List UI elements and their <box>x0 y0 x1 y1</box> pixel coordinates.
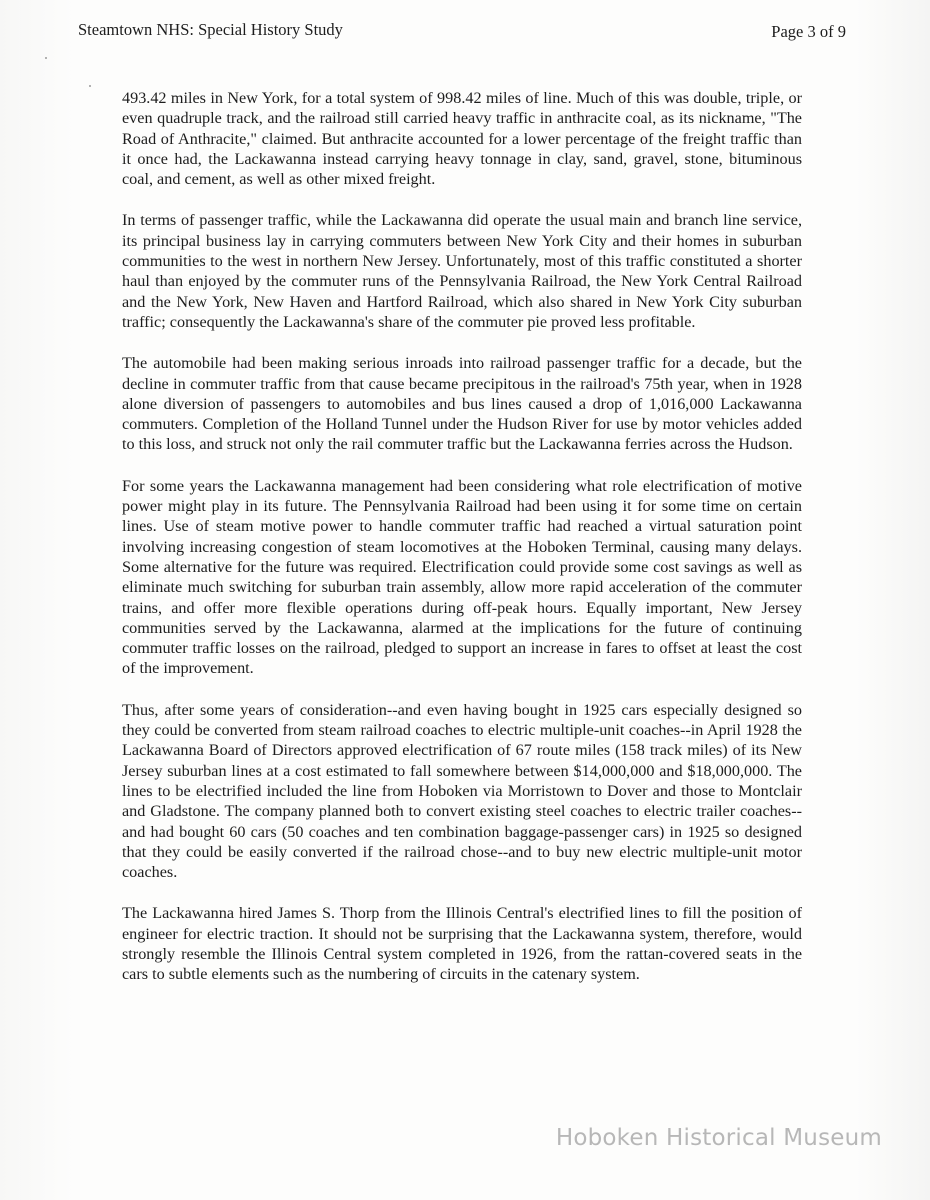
paragraph: Thus, after some years of consideration--and even having bought in 1925 cars especially designed so they could be converted from steam railroad coaches to electric multiple-unit coaches--in April 1928 the Lackawanna Board of Directors approved electrification of 67 route miles (158 track miles) of its New Jersey suburban lines at a cost estimated to fall somewhere between $14,000,000 and $18,000,000. The lines to be electrified included the line from Hoboken via Morristown to Dover and those to Montclair and Gladstone. The company planned both to convert existing steel coaches to electric trailer coaches--and had bought 60 cars (50 coaches and ten combination baggage-passenger cars) in 1925 so designed that they could be easily converted if the railroad chose--and to buy new electric multiple-unit motor coaches. <box>122 700 802 882</box>
scan-speck <box>89 85 91 87</box>
scan-speck <box>45 57 47 59</box>
paragraph: The automobile had been making serious inroads into railroad passenger traffic for a decade, but the decline in commuter traffic from that cause became precipitous in the railroad's 75th year, when in 1928 alone diversion of passengers to automobiles and bus lines caused a drop of 1,016,000 Lackawanna commuters. Completion of the Holland Tunnel under the Hudson River for use by motor vehicles added to this loss, and struck not only the rail commuter traffic but the Lackawanna ferries across the Hudson. <box>122 354 802 454</box>
paragraph: In terms of passenger traffic, while the Lackawanna did operate the usual main and branch line service, its principal business lay in carrying commuters between New York City and their homes in suburban communities to the west in northern New Jersey. Unfortunately, most of this traffic constituted a shorter haul than enjoyed by the commuter runs of the Pennsylvania Railroad, the New York Central Railroad and the New York, New Haven and Hartford Railroad, which also shared in New York City suburban traffic; consequently the Lackawanna's share of the commuter pie proved less profitable. <box>122 211 802 331</box>
paragraph: For some years the Lackawanna management had been considering what role electrification of motive power might play in its future. The Pennsylvania Railroad had been using it for some time on certain lines. Use of steam motive power to handle commuter traffic had reached a virtual saturation point involving increasing congestion of steam locomotives at the Hoboken Terminal, causing many delays. Some alternative for the future was required. Electrification could provide some cost savings as well as eliminate much switching for suburban train assembly, allow more rapid acceleration of the commuter trains, and offer more flexible operations during off-peak hours. Equally important, New Jersey communities served by the Lackawanna, alarmed at the implications for the future of continuing commuter traffic losses on the railroad, pledged to support an increase in fares to offset at least the cost of the improvement. <box>122 476 802 678</box>
document-header-title: Steamtown NHS: Special History Study <box>78 20 343 39</box>
paragraph: The Lackawanna hired James S. Thorp from the Illinois Central's electrified lines to fill the position of engineer for electric traction. It should not be surprising that the Lackawanna system, therefore, would strongly resemble the Illinois Central system completed in 1926, from the rattan-covered seats in the cars to subtle elements such as the numbering of circuits in the catenary system. <box>122 904 802 984</box>
document-body <box>122 88 802 1006</box>
paragraph: 493.42 miles in New York, for a total system of 998.42 miles of line. Much of this was double, triple, or even quadruple track, and the railroad still carried heavy traffic in anthracite coal, as its nickname, "The Road of Anthracite," claimed. But anthracite accounted for a lower percentage of the freight traffic than it once had, the Lackawanna instead carrying heavy tonnage in clay, sand, gravel, stone, bituminous coal, and cement, as well as other mixed freight. <box>122 89 802 189</box>
page-indicator: Page 3 of 9 <box>771 22 846 41</box>
museum-watermark: Hoboken Historical Museum <box>555 1125 882 1151</box>
